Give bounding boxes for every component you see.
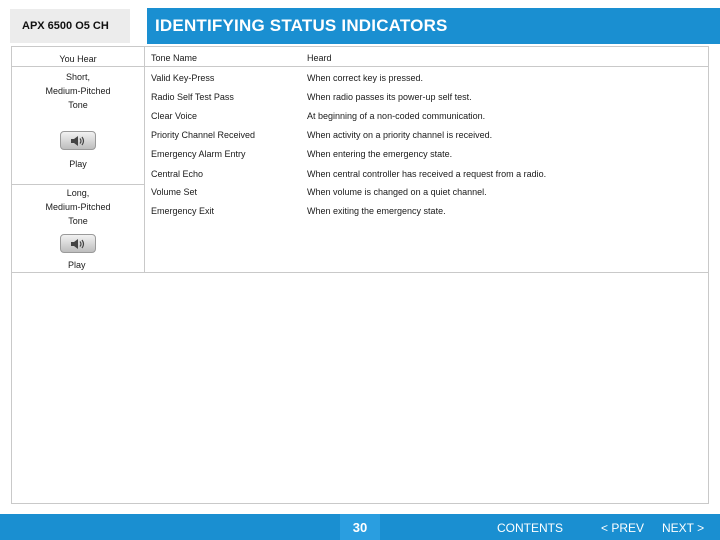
- content-area: [11, 273, 709, 504]
- play-label: Play: [68, 260, 86, 270]
- column-header-you-hear: You Hear: [59, 54, 97, 64]
- tone-name: Radio Self Test Pass: [151, 92, 234, 102]
- tone-name: Emergency Exit: [151, 206, 215, 216]
- prev-link[interactable]: < PREV: [601, 521, 645, 535]
- heard-description: When correct key is pressed.: [307, 73, 424, 83]
- play-label: Play: [69, 159, 87, 169]
- model-label: APX 6500 O5 CH: [10, 9, 130, 43]
- heard-description: When entering the emergency state.: [307, 149, 453, 159]
- tone-name: Volume Set: [151, 187, 198, 197]
- page-number: 30: [340, 514, 380, 540]
- speaker-icon: [69, 134, 87, 148]
- you-hear-label: Long,: [66, 188, 90, 198]
- you-hear-label: Short,: [65, 72, 90, 82]
- tone-name: Valid Key-Press: [151, 73, 215, 83]
- heard-description: When radio passes its power-up self test.: [307, 92, 472, 102]
- tone-name: Central Echo: [151, 169, 204, 179]
- you-hear-label: Medium-Pitched: [45, 202, 111, 212]
- you-hear-label: Tone: [68, 100, 88, 110]
- page-title: IDENTIFYING STATUS INDICATORS: [147, 8, 720, 44]
- header-divider: [11, 66, 709, 67]
- play-tone-button[interactable]: [60, 131, 96, 150]
- heard-description: When exiting the emergency state.: [307, 206, 446, 216]
- tone-name: Priority Channel Received: [151, 130, 256, 140]
- column-divider: [144, 46, 145, 273]
- speaker-icon: [69, 237, 87, 251]
- you-hear-label: Tone: [68, 216, 88, 226]
- group-divider: [11, 184, 145, 185]
- contents-link[interactable]: CONTENTS: [497, 521, 563, 535]
- heard-description: At beginning of a non-coded communication.: [307, 111, 486, 121]
- heard-description: When volume is changed on a quiet channel.: [307, 187, 487, 197]
- tone-name: Clear Voice: [151, 111, 198, 121]
- column-header-tone-name: Tone Name: [151, 53, 198, 63]
- column-header-heard: Heard: [307, 53, 332, 63]
- footer-bar: [0, 514, 720, 540]
- you-hear-label: Medium-Pitched: [45, 86, 111, 96]
- heard-description: When central controller has received a request from a radio.: [307, 169, 547, 179]
- tone-name: Emergency Alarm Entry: [151, 149, 246, 159]
- heard-description: When activity on a priority channel is received.: [307, 130, 493, 140]
- next-link[interactable]: NEXT >: [662, 521, 705, 535]
- play-tone-button[interactable]: [60, 234, 96, 253]
